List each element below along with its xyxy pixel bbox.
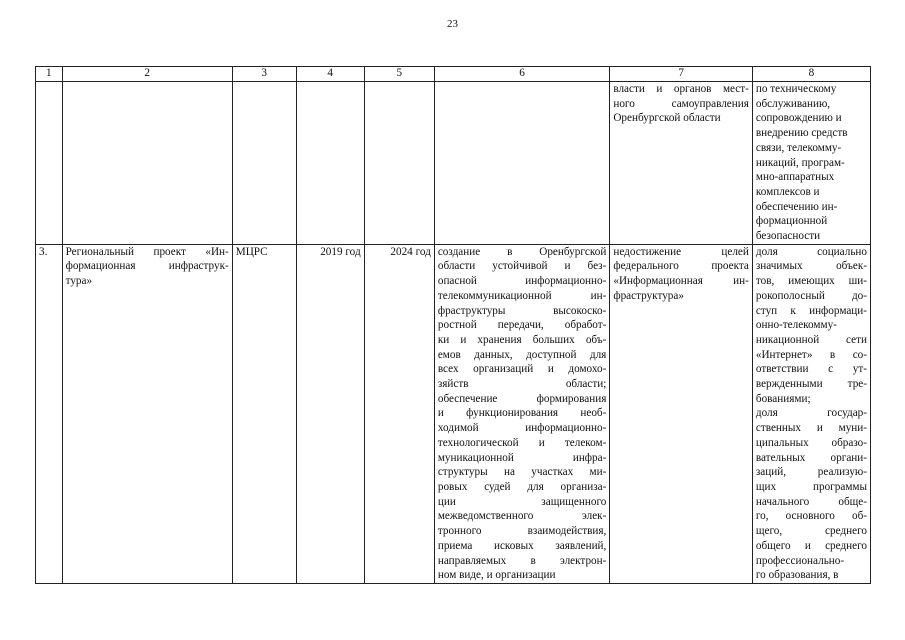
cell-text-line: ростной передачи, обработ- <box>437 319 607 332</box>
row1-col6 <box>434 82 610 245</box>
cell-text-line: сопровождению и <box>755 112 842 125</box>
cell-text-line: и функционирования необ- <box>437 407 607 420</box>
cell-text-line: формационной <box>755 215 828 228</box>
cell-text-line: власти и органов мест- <box>613 83 749 95</box>
cell-text-line: технологической и телеком- <box>437 436 607 449</box>
cell-text-line: обеспечению ин- <box>755 200 838 213</box>
cell-text-line: всех организаций и домохо- <box>437 363 607 376</box>
cell-text-line: ции защищенного <box>437 495 607 508</box>
header-col-3: 3 <box>232 67 296 82</box>
row1-col2 <box>62 82 232 245</box>
cell-text-line: мно-аппаратных <box>755 171 835 184</box>
plan-table <box>35 66 871 584</box>
row2-responsible: МЦРС <box>232 244 296 583</box>
cell-text-line: доля государ- <box>755 407 867 420</box>
row1-col8 <box>752 82 870 245</box>
cell-text-line: федерального проекта <box>613 260 749 273</box>
row2-project-name <box>62 244 232 583</box>
cell-text-line: ки и хранения больших объ- <box>437 333 607 346</box>
row1-col7 <box>610 82 753 245</box>
cell-text-line: по техническому <box>755 83 837 95</box>
row2-indicators <box>752 244 870 583</box>
cell-text-line: доля социально <box>755 245 867 258</box>
row2-goals <box>434 244 610 583</box>
cell-text-line: значимых объек- <box>755 260 867 273</box>
row2-number: 3. <box>36 244 63 583</box>
header-col-8: 8 <box>752 67 870 82</box>
cell-text-line: муникационной инфра- <box>437 451 607 464</box>
cell-text-line: направляемых в электрон- <box>437 554 607 567</box>
cell-text-line: Региональный проект «Ин- <box>65 245 229 258</box>
cell-text-line: телекоммуникационной ин- <box>437 289 607 302</box>
cell-text-line: фраструктура» <box>613 289 684 302</box>
header-row <box>36 67 871 82</box>
header-col-6: 6 <box>434 67 610 82</box>
cell-text-line: «Интернет» в со- <box>755 348 867 361</box>
header-col-1: 1 <box>36 67 63 82</box>
row1-col3 <box>232 82 296 245</box>
cell-text-line: щего, среднего <box>755 525 867 538</box>
row2-start-year: 2019 год <box>296 244 364 583</box>
cell-text-line: ступ к информаци- <box>755 304 867 317</box>
cell-text-line: обслуживанию, <box>755 97 831 110</box>
cell-text-line: рокополосный до- <box>755 289 867 302</box>
cell-text-line: ответствии с ут- <box>755 363 867 376</box>
page-number: 23 <box>447 18 458 30</box>
cell-text-line: общего и среднего <box>755 539 867 552</box>
row1-col4 <box>296 82 364 245</box>
cell-text-line: вательных органи- <box>755 451 867 464</box>
cell-text-line: тронного взаимодействия, <box>437 525 607 538</box>
header-col-5: 5 <box>364 67 434 82</box>
cell-text-line: зяйств области; <box>437 378 607 391</box>
cell-text-line: приема исковых заявлений, <box>437 539 607 552</box>
cell-text-line: никационной сети <box>755 333 867 346</box>
cell-text-line: структуры на участках ми- <box>437 466 607 479</box>
cell-text-line: недостижение целей <box>613 245 749 258</box>
cell-text-line: внедрению средств <box>755 127 848 140</box>
table-row <box>36 244 871 583</box>
cell-text-line: ного самоуправления <box>613 97 749 110</box>
cell-text-line: ровых судей для организа- <box>437 480 607 493</box>
header-col-7: 7 <box>610 67 753 82</box>
table-row <box>36 82 871 245</box>
cell-text-line: щих программы <box>755 480 867 493</box>
header-col-4: 4 <box>296 67 364 82</box>
cell-text-line: ходимой информационно- <box>437 422 607 435</box>
cell-text-line: начального обще- <box>755 495 867 508</box>
cell-text-line: го, основного об- <box>755 510 867 523</box>
row1-col1 <box>36 82 63 245</box>
row2-end-year: 2024 год <box>364 244 434 583</box>
cell-text-line: профессионально- <box>755 554 845 567</box>
cell-text-line: опасной информационно- <box>437 275 607 288</box>
cell-text-line: заций, реализую- <box>755 466 867 479</box>
cell-text-line: Оренбургской области <box>613 112 721 125</box>
cell-text-line: фраструктуры высокоско- <box>437 304 607 317</box>
cell-text-line: связи, телекомму- <box>755 141 842 154</box>
cell-text-line: безопасности <box>755 230 821 243</box>
cell-text-line: области устойчивой и без- <box>437 260 607 273</box>
header-col-2: 2 <box>62 67 232 82</box>
cell-text-line: го образования, в <box>755 569 839 582</box>
cell-text-line: межведомственного элек- <box>437 510 607 523</box>
cell-text-line: тура» <box>65 275 93 288</box>
cell-text-line: обеспечение формирования <box>437 392 607 405</box>
cell-text-line: никаций, програм- <box>755 156 845 169</box>
cell-text-line: создание в Оренбургской <box>437 245 607 258</box>
cell-text-line: онно-телекомму- <box>755 319 837 332</box>
cell-text-line: бованиями; <box>755 392 811 405</box>
cell-text-line: ном виде, и организации <box>437 569 556 582</box>
cell-text-line: тов, имеющих ши- <box>755 275 867 288</box>
row1-col5 <box>364 82 434 245</box>
cell-text-line: емов данных, доступной для <box>437 348 607 361</box>
cell-text-line: комплексов и <box>755 185 820 198</box>
cell-text-line: ципальных образо- <box>755 436 867 449</box>
cell-text-line: формационная инфраструк- <box>65 260 229 273</box>
cell-text-line: ственных и муни- <box>755 422 867 435</box>
row2-risks <box>610 244 753 583</box>
cell-text-line: вержденными тре- <box>755 378 867 391</box>
cell-text-line: «Информационная ин- <box>613 275 749 288</box>
